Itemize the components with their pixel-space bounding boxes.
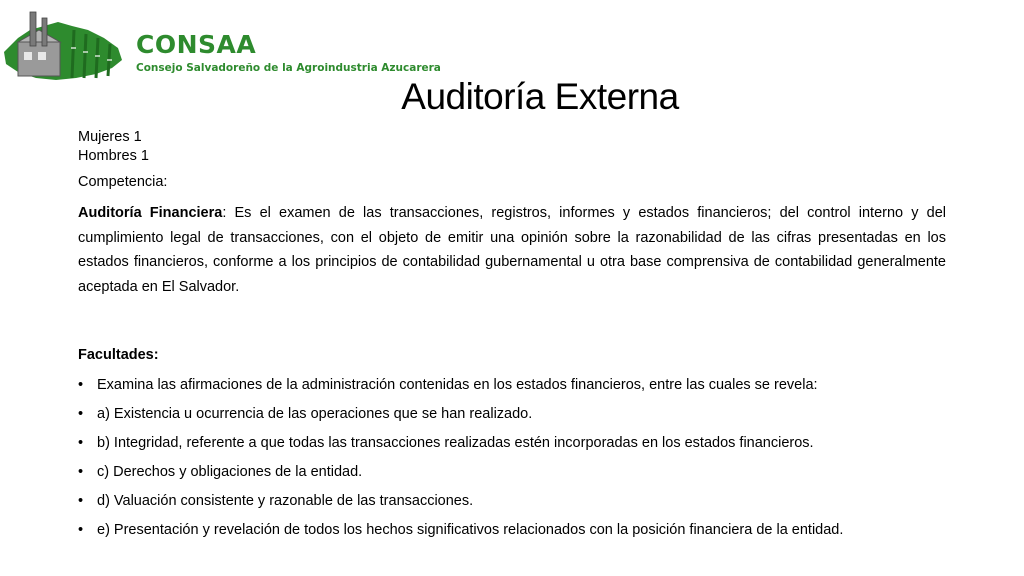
competencia-label: Competencia: bbox=[78, 174, 168, 190]
auditoria-financiera-term: Auditoría Financiera bbox=[78, 205, 223, 221]
list-item bbox=[78, 487, 946, 516]
bullet-icon: • bbox=[78, 464, 84, 480]
bullet-icon: • bbox=[78, 493, 84, 509]
mujeres-count: Mujeres 1 bbox=[78, 129, 142, 145]
facultades-heading: Facultades: bbox=[78, 347, 159, 363]
list-item bbox=[78, 429, 946, 458]
bullet-icon: • bbox=[78, 377, 84, 393]
logo-title: CONSAA bbox=[136, 30, 257, 59]
list-item bbox=[78, 516, 946, 545]
bullet-icon: • bbox=[78, 522, 84, 538]
list-item-text: Examina las afirmaciones de la administración contenidas en los estados financieros, entre las cuales se revela: bbox=[97, 377, 818, 393]
list-item-text: b) Integridad, referente a que todas las transacciones realizadas estén incorporadas en los estados financieros. bbox=[97, 435, 814, 451]
list-item bbox=[78, 371, 946, 400]
slide-content bbox=[78, 128, 946, 545]
bullet-icon: • bbox=[78, 406, 84, 422]
auditoria-financiera-paragraph bbox=[78, 201, 946, 299]
logo-subtitle: Consejo Salvadoreño de la Agroindustria Azucarera bbox=[136, 62, 441, 74]
list-item bbox=[78, 400, 946, 429]
list-item-text: d) Valuación consistente y razonable de las transacciones. bbox=[97, 493, 474, 509]
facultades-list bbox=[78, 371, 946, 545]
list-item-text: c) Derechos y obligaciones de la entidad. bbox=[97, 464, 363, 480]
list-item bbox=[78, 458, 946, 487]
auditoria-financiera-definition: : Es el examen de las transacciones, registros, informes y estados financieros; del control interno y del cumplimiento legal de transacciones, con el objeto de emitir una opinión sobre la razonabilidad de las cifras presentadas en los estados financieros, conforme a los principios de contabilidad gubernamental u otra base comprensiva de contabilidad generalmente aceptada en El Salvador. bbox=[78, 205, 946, 295]
slide-title: Auditoría Externa bbox=[401, 76, 679, 117]
list-item-text: a) Existencia u ocurrencia de las operaciones que se han realizado. bbox=[97, 406, 533, 422]
list-item-text: e) Presentación y revelación de todos los hechos significativos relacionados con la posición financiera de la entidad. bbox=[97, 522, 844, 538]
bullet-icon: • bbox=[78, 435, 84, 451]
hombres-count: Hombres 1 bbox=[78, 148, 149, 164]
